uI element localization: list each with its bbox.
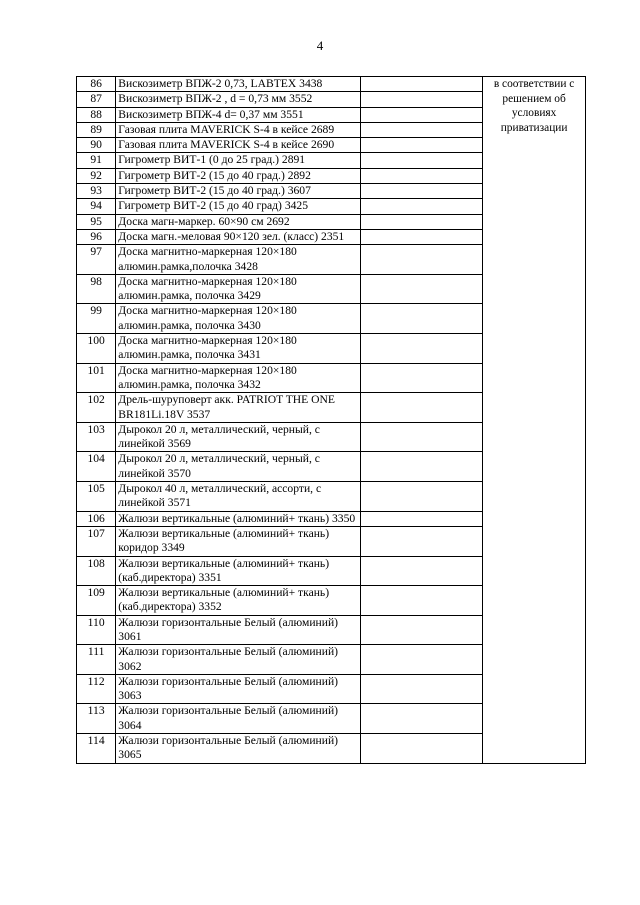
item-name: Жалюзи вертикальные (алюминий+ ткань) (каб.директора) 3352 (116, 586, 361, 616)
inventory-table (76, 76, 586, 764)
item-name: Гигрометр ВИТ-2 (15 до 40 град) 3425 (116, 199, 361, 214)
item-number: 97 (77, 245, 116, 275)
empty-cell (361, 704, 483, 734)
empty-cell (361, 334, 483, 364)
empty-cell (361, 393, 483, 423)
empty-cell (361, 586, 483, 616)
privatization-note: в соответствии с решением об условиях приватизации (483, 77, 586, 764)
item-number: 111 (77, 645, 116, 675)
empty-cell (361, 138, 483, 153)
item-name: Дырокол 20 л, металлический, черный, с линейкой 3569 (116, 422, 361, 452)
item-name: Гигрометр ВИТ-1 (0 до 25 град.) 2891 (116, 153, 361, 168)
item-name: Дрель-шуруповерт акк. PATRIOT THE ONE BR181Li.18V 3537 (116, 393, 361, 423)
item-number: 99 (77, 304, 116, 334)
item-number: 88 (77, 107, 116, 122)
page-number: 4 (316, 38, 324, 53)
item-name: Жалюзи горизонтальные Белый (алюминий) 3064 (116, 704, 361, 734)
empty-cell (361, 92, 483, 107)
table-row (77, 77, 586, 92)
empty-cell (361, 511, 483, 526)
item-name: Жалюзи горизонтальные Белый (алюминий) 3062 (116, 645, 361, 675)
empty-cell (361, 153, 483, 168)
item-name: Доска магнитно-маркерная 120×180 алюмин.рамка, полочка 3431 (116, 334, 361, 364)
item-name: Дырокол 40 л, металлический, ассорти, с линейкой 3571 (116, 482, 361, 512)
empty-cell (361, 304, 483, 334)
item-name: Доска магнитно-маркерная 120×180 алюмин.рамка,полочка 3428 (116, 245, 361, 275)
item-name: Газовая плита MAVERICK S-4 в кейсе 2689 (116, 122, 361, 137)
item-number: 96 (77, 229, 116, 244)
empty-cell (361, 274, 483, 304)
item-number: 106 (77, 511, 116, 526)
item-number: 110 (77, 615, 116, 645)
item-name: Гигрометр ВИТ-2 (15 до 40 град.) 2892 (116, 168, 361, 183)
item-number: 103 (77, 422, 116, 452)
empty-cell (361, 734, 483, 764)
empty-cell (361, 526, 483, 556)
item-number: 102 (77, 393, 116, 423)
empty-cell (361, 556, 483, 586)
item-name: Жалюзи вертикальные (алюминий+ ткань) 3350 (116, 511, 361, 526)
item-name: Дырокол 20 л, металлический, черный, с линейкой 3570 (116, 452, 361, 482)
item-number: 91 (77, 153, 116, 168)
empty-cell (361, 199, 483, 214)
item-name: Доска магнитно-маркерная 120×180 алюмин.рамка, полочка 3430 (116, 304, 361, 334)
empty-cell (361, 229, 483, 244)
empty-cell (361, 214, 483, 229)
item-name: Доска магн-маркер. 60×90 см 2692 (116, 214, 361, 229)
empty-cell (361, 422, 483, 452)
item-name: Доска магнитно-маркерная 120×180 алюмин.рамка, полочка 3432 (116, 363, 361, 393)
item-number: 94 (77, 199, 116, 214)
empty-cell (361, 245, 483, 275)
item-name: Жалюзи горизонтальные Белый (алюминий) 3065 (116, 734, 361, 764)
item-name: Гигрометр ВИТ-2 (15 до 40 град.) 3607 (116, 184, 361, 199)
item-name: Жалюзи вертикальные (алюминий+ ткань) (каб.директора) 3351 (116, 556, 361, 586)
item-number: 108 (77, 556, 116, 586)
item-name: Вискозиметр ВПЖ-2 , d = 0,73 мм 3552 (116, 92, 361, 107)
item-number: 89 (77, 122, 116, 137)
empty-cell (361, 615, 483, 645)
empty-cell (361, 645, 483, 675)
item-number: 95 (77, 214, 116, 229)
item-name: Доска магнитно-маркерная 120×180 алюмин.рамка, полочка 3429 (116, 274, 361, 304)
item-number: 109 (77, 586, 116, 616)
empty-cell (361, 168, 483, 183)
item-number: 113 (77, 704, 116, 734)
item-number: 101 (77, 363, 116, 393)
item-number: 107 (77, 526, 116, 556)
item-number: 114 (77, 734, 116, 764)
item-name: Вискозиметр ВПЖ-4 d= 0,37 мм 3551 (116, 107, 361, 122)
item-name: Жалюзи вертикальные (алюминий+ ткань) коридор 3349 (116, 526, 361, 556)
item-number: 93 (77, 184, 116, 199)
empty-cell (361, 122, 483, 137)
item-number: 87 (77, 92, 116, 107)
item-number: 100 (77, 334, 116, 364)
empty-cell (361, 107, 483, 122)
item-number: 92 (77, 168, 116, 183)
item-number: 112 (77, 674, 116, 704)
empty-cell (361, 77, 483, 92)
item-name: Доска магн.-меловая 90×120 зел. (класс) 2351 (116, 229, 361, 244)
empty-cell (361, 363, 483, 393)
item-number: 98 (77, 274, 116, 304)
item-number: 105 (77, 482, 116, 512)
item-name: Жалюзи горизонтальные Белый (алюминий) 3061 (116, 615, 361, 645)
empty-cell (361, 452, 483, 482)
item-number: 104 (77, 452, 116, 482)
item-name: Жалюзи горизонтальные Белый (алюминий) 3063 (116, 674, 361, 704)
empty-cell (361, 184, 483, 199)
empty-cell (361, 482, 483, 512)
empty-cell (361, 674, 483, 704)
item-name: Вискозиметр ВПЖ-2 0,73, LABTEX 3438 (116, 77, 361, 92)
item-name: Газовая плита MAVERICK S-4 в кейсе 2690 (116, 138, 361, 153)
item-number: 90 (77, 138, 116, 153)
item-number: 86 (77, 77, 116, 92)
